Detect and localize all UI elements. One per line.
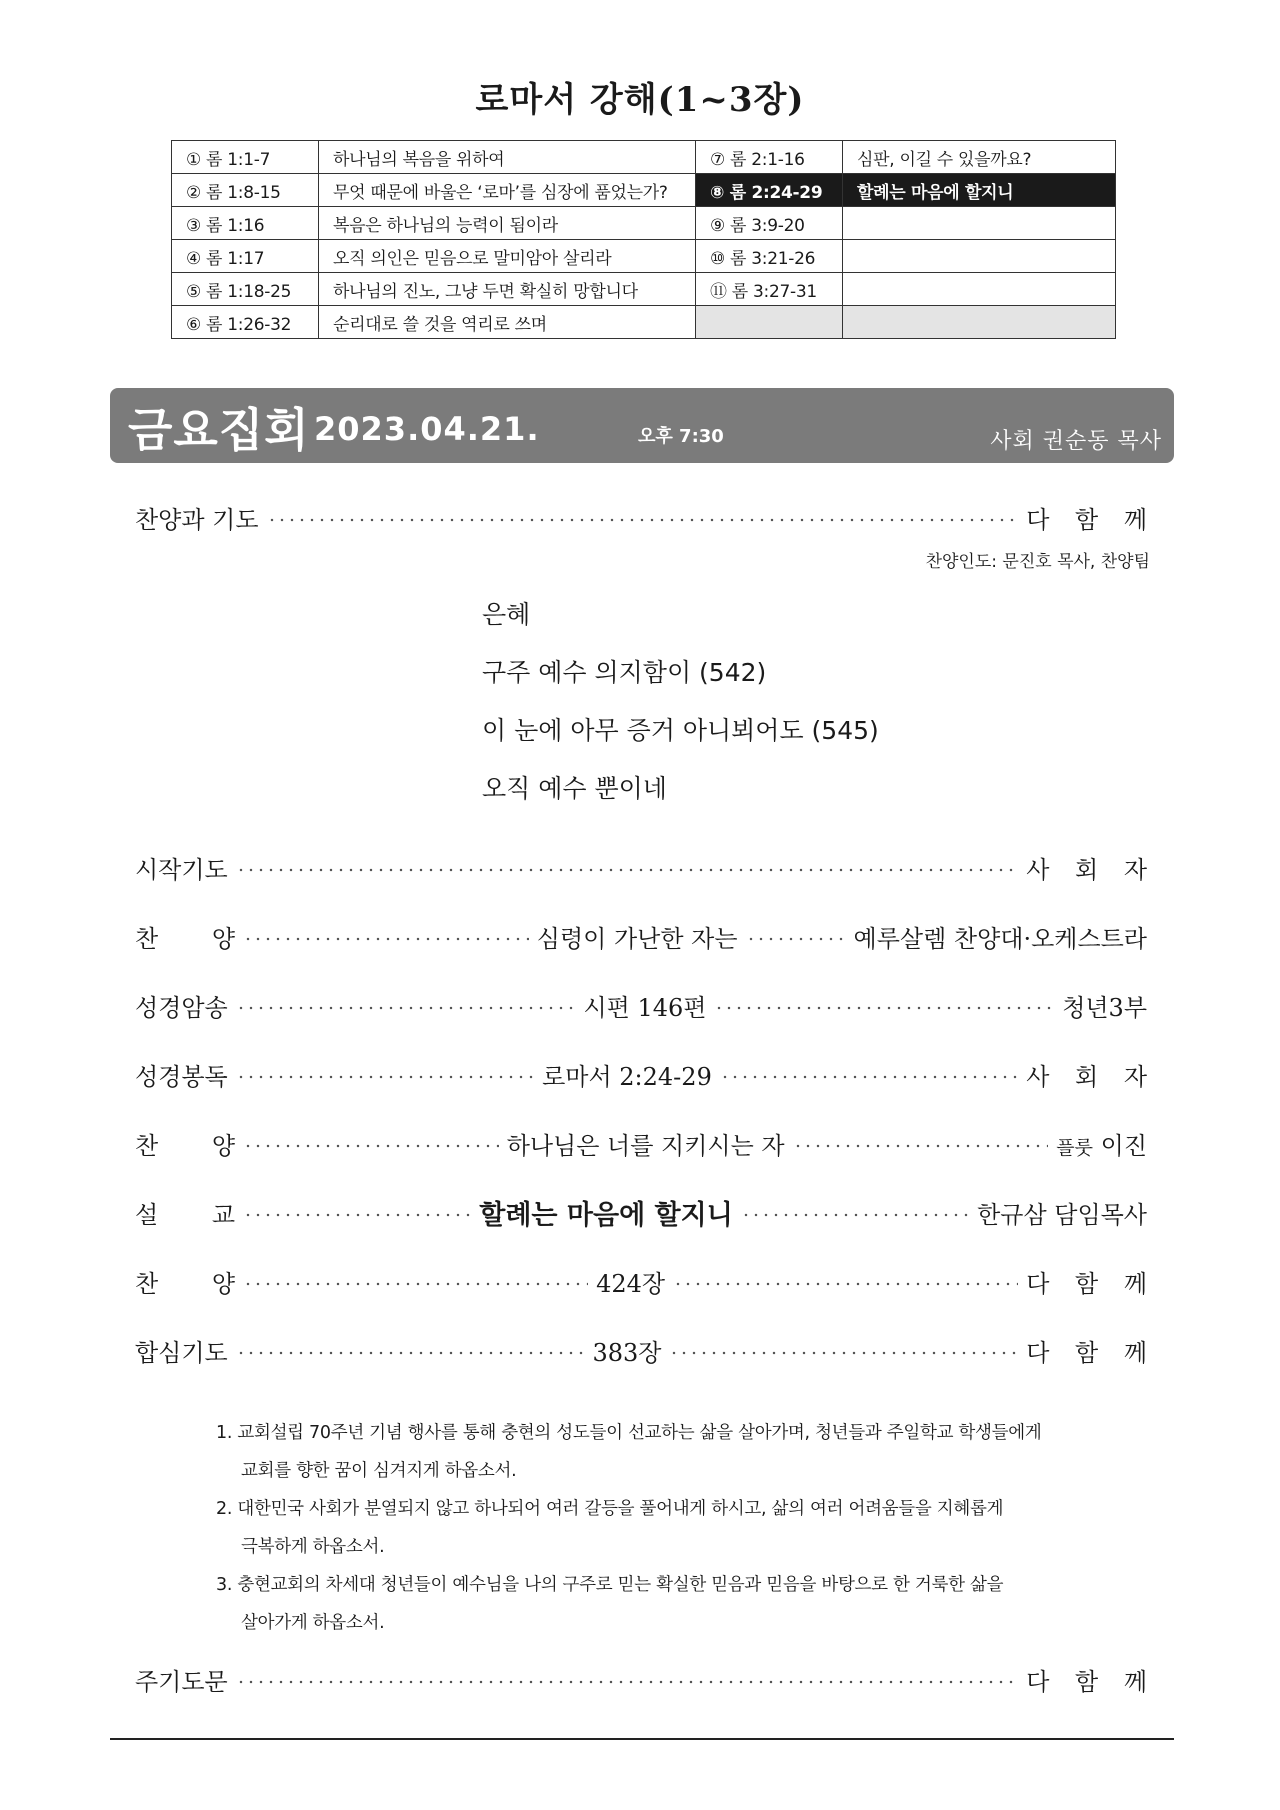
sermon-title [843,207,1116,240]
order-label: 시작기도 [135,855,228,884]
table-row [172,306,1116,339]
order-item-hymn-1 [135,916,1147,956]
table-row [172,273,1116,306]
dot-leader [793,1144,1049,1148]
label-part: 설 [135,1200,159,1229]
table-row [172,240,1116,273]
sermon-title: 오직 의인은 믿음으로 말미암아 살리라 [319,240,696,273]
label-part: 양 [211,1269,235,1298]
prayer-line: 1. 교회설립 70주년 기념 행사를 통해 충현의 성도들이 선교하는 삶을 살아가며, 청년들과 주일학교 학생들에게 [216,1423,1042,1443]
prayer-line: 2. 대한민국 사회가 분열되지 않고 하나되어 여러 갈등을 풀어내게 하시고, 삶의 여러 어려움들을 지혜롭게 [216,1499,1004,1519]
sermon-ref: ⑪ 롬 3:27-31 [696,273,843,306]
prayer-topics [216,1414,1096,1642]
sermon-title: 할례는 마음에 할지니 [479,1199,733,1231]
prayer-line: 극복하게 하옵소서. [241,1537,385,1557]
dot-leader [673,1282,1018,1286]
sermon-ref: ② 롬 1:8-15 [172,174,319,207]
label-part: 찬 [135,1269,159,1298]
order-label: 성경암송 [135,993,228,1022]
order-label [135,919,235,954]
sermon-ref: ⑨ 롬 3:9-20 [696,207,843,240]
dot-leader [243,937,529,941]
sermon-title: 무엇 때문에 바울은 ‘로마’를 심장에 품었는가? [319,174,696,207]
bottom-divider [110,1738,1174,1740]
dot-leader [714,1006,1054,1010]
label-part: 찬 [135,924,159,953]
dot-leader [236,1075,534,1079]
label-part: 교 [211,1200,235,1229]
order-item-unison-prayer [135,1330,1156,1370]
order-item-hymn-3 [135,1261,1156,1301]
sermon-ref: ⑩ 롬 3:21-26 [696,240,843,273]
service-leader: 사회 권순동 목사 [990,429,1162,454]
empty-cell [843,306,1116,339]
list-item: 오직 예수 뿐이네 [482,774,667,803]
order-right: 다 함 께 [1026,1667,1156,1696]
sermon-ref: ⑤ 롬 1:18-25 [172,273,319,306]
order-item-lords-prayer [135,1659,1156,1699]
order-right: 사 회 자 [1026,855,1156,884]
order-item-opening-prayer [135,847,1156,887]
order-middle: 심령이 가난한 자는 [536,924,738,953]
order-label [135,1195,235,1230]
order-item-recitation [135,985,1147,1025]
label-part: 양 [211,1131,235,1160]
order-right: 다 함 께 [1026,1338,1156,1367]
prayer-line: 살아가게 하옵소서. [241,1613,385,1633]
order-label: 찬양과 기도 [135,505,259,534]
table-row [172,174,1116,207]
list-item [216,1490,1096,1566]
dot-leader [236,1006,576,1010]
sermon-ref: ⑦ 롬 2:1-16 [696,141,843,174]
dot-leader [236,1680,1018,1684]
list-item: 은혜 [482,600,531,629]
preacher: 한규삼 담임목사 [977,1200,1147,1229]
label-part: 양 [211,924,235,953]
order-right: 다 함 께 [1026,1269,1156,1298]
sermon-series-table [171,140,1116,339]
current-sermon-title: 할례는 마음에 할지니 [843,174,1116,207]
dot-leader [236,868,1018,872]
list-item: 구주 예수 의지함이 (542) [482,658,767,687]
sermon-ref: ③ 롬 1:16 [172,207,319,240]
sermon-title: 순리대로 쓸 것을 역리로 쓰며 [319,306,696,339]
empty-cell [696,306,843,339]
order-label [135,1126,235,1161]
sermon-ref: ① 롬 1:1-7 [172,141,319,174]
praise-leader-note: 찬양인도: 문진호 목사, 찬양팀 [925,552,1150,572]
table-row [172,207,1116,240]
prayer-line: 3. 충현교회의 차세대 청년들이 예수님을 나의 구주로 믿는 확실한 믿음과 믿음을 바탕으로 한 거룩한 삶을 [216,1575,1004,1595]
order-right: 사 회 자 [1026,1062,1157,1091]
order-item-praise [135,497,1156,537]
dot-leader [720,1075,1018,1079]
sermon-title: 하나님의 진노, 그냥 두면 확실히 망합니다 [319,273,696,306]
dot-leader [243,1282,588,1286]
sermon-title [843,240,1116,273]
sermon-title [843,273,1116,306]
order-item-reading [135,1054,1157,1094]
service-title: 금요집회 [128,403,310,457]
order-middle: 424장 [596,1269,666,1298]
order-right [1056,1126,1147,1161]
order-item-sermon [135,1192,1147,1232]
list-item [216,1566,1096,1642]
order-middle: 383장 [592,1338,662,1367]
dot-leader [741,1213,969,1217]
order-right: 청년3부 [1062,993,1148,1022]
sermon-title: 복음은 하나님의 능력이 됨이라 [319,207,696,240]
order-right: 다 함 께 [1026,505,1156,534]
performer-name: 이진 [1093,1131,1148,1160]
list-item [216,1414,1096,1490]
order-middle: 로마서 2:24-29 [542,1062,712,1091]
label-part: 찬 [135,1131,159,1160]
dot-leader [243,1213,471,1217]
sermon-title: 하나님의 복음을 위하여 [319,141,696,174]
sermon-ref: ④ 롬 1:17 [172,240,319,273]
instrument-label: 플룻 [1056,1136,1094,1159]
sermon-ref: ⑥ 롬 1:26-32 [172,306,319,339]
dot-leader [746,937,846,941]
service-date: 2023.04.21. [314,410,540,448]
order-middle: 하나님은 너를 지키시는 자 [506,1131,785,1160]
order-right: 예루살렘 찬양대·오케스트라 [853,924,1147,953]
service-banner [110,388,1174,463]
dot-leader [267,518,1019,522]
service-time: 오후 7:30 [638,426,724,447]
order-middle: 시편 146편 [583,993,707,1022]
table-row [172,141,1116,174]
list-item: 이 눈에 아무 증거 아니뵈어도 (545) [482,716,879,745]
dot-leader [243,1144,499,1148]
order-label: 성경봉독 [135,1062,228,1091]
order-label: 주기도문 [135,1667,228,1696]
order-item-hymn-2 [135,1123,1147,1163]
order-label: 합심기도 [135,1338,228,1367]
prayer-line: 교회를 향한 꿈이 심겨지게 하옵소서. [241,1461,517,1481]
dot-leader [236,1351,585,1355]
current-sermon-ref: ⑧ 롬 2:24-29 [696,174,843,207]
series-title: 로마서 강해(1~3장) [475,80,805,120]
dot-leader [669,1351,1018,1355]
sermon-title: 심판, 이길 수 있을까요? [843,141,1116,174]
song-list [482,595,879,827]
order-label [135,1264,235,1299]
